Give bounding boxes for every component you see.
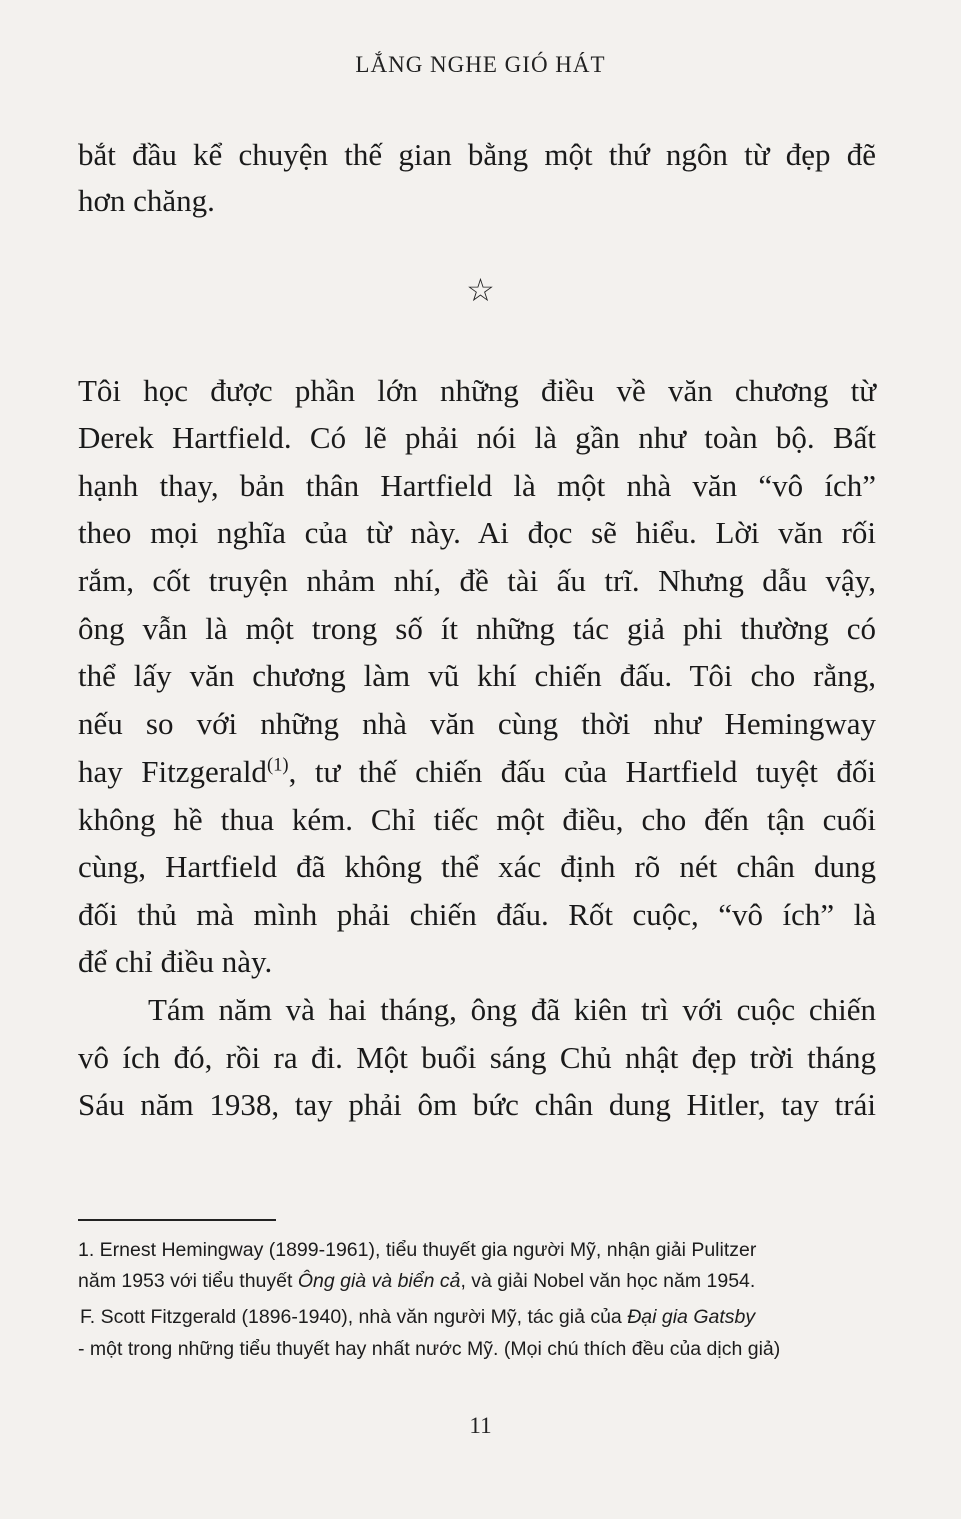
body-line: đối thủ mà mình phải chiến đấu. Rốt cuộc, “vô ích” là: [78, 897, 876, 932]
footnote-marker: (1): [266, 754, 289, 776]
body-text: hay Fitzgerald: [78, 754, 267, 789]
star-divider-icon: ☆: [466, 272, 495, 308]
page-number: 11: [469, 1413, 492, 1438]
footnote-line: 1. Ernest Hemingway (1899-1961), tiểu thuyết gia người Mỹ, nhận giải Pulitzer: [78, 1239, 757, 1261]
body-line: hơn chăng.: [78, 183, 215, 218]
body-line: để chỉ điều này.: [78, 944, 273, 979]
body-line: không hề thua kém. Chỉ tiếc một điều, cho đến tận cuối: [78, 802, 876, 837]
body-line: vô ích đó, rồi ra đi. Một buổi sáng Chủ nhật đẹp trời tháng: [78, 1040, 876, 1075]
body-line: ông vẫn là một trong số ít những tác giả phi thường có: [78, 611, 876, 646]
footnote-line: - một trong những tiểu thuyết hay nhất nước Mỹ. (Mọi chú thích đều của dịch giả): [78, 1338, 781, 1360]
body-line: rắm, cốt truyện nhảm nhí, đề tài ấu trĩ. Nhưng dẫu vậy,: [78, 563, 876, 598]
body-line: bắt đầu kể chuyện thế gian bằng một thứ ngôn từ đẹp đẽ: [78, 137, 876, 172]
book-title: Đại gia Gatsby: [627, 1306, 756, 1328]
body-text: , tư thế chiến đấu của Hartfield tuyệt đối: [288, 754, 876, 789]
footnote-line: [80, 1304, 875, 1330]
running-title: LẮNG NGHE GIÓ HÁT: [355, 52, 606, 77]
body-line: Sáu năm 1938, tay phải ôm bức chân dung Hitler, tay trái: [78, 1087, 876, 1122]
footnote-text: , và giải Nobel văn học năm 1954.: [460, 1270, 756, 1292]
body-line: Tám năm và hai tháng, ông đã kiên trì với cuộc chiến: [148, 992, 876, 1027]
book-title: Ông già và biển cả: [297, 1270, 461, 1292]
body-line: theo mọi nghĩa của từ này. Ai đọc sẽ hiểu. Lời văn rối: [78, 515, 876, 550]
body-line: [78, 752, 876, 792]
footnote-rule: [78, 1219, 276, 1221]
body-line: cùng, Hartfield đã không thể xác định rõ nét chân dung: [78, 849, 876, 884]
footnote-line: [78, 1268, 873, 1294]
footnote-text: năm 1953 với tiểu thuyết: [78, 1270, 298, 1292]
body-line: hạnh thay, bản thân Hartfield là một nhà văn “vô ích”: [78, 468, 876, 503]
body-line: Derek Hartfield. Có lẽ phải nói là gần như toàn bộ. Bất: [78, 420, 876, 455]
footnote-text: F. Scott Fitzgerald (1896-1940), nhà văn người Mỹ, tác giả của: [80, 1306, 628, 1328]
body-line: thể lấy văn chương làm vũ khí chiến đấu. Tôi cho rằng,: [78, 658, 876, 693]
body-line: Tôi học được phần lớn những điều về văn chương từ: [78, 373, 876, 408]
body-line: nếu so với những nhà văn cùng thời như Hemingway: [78, 706, 876, 741]
